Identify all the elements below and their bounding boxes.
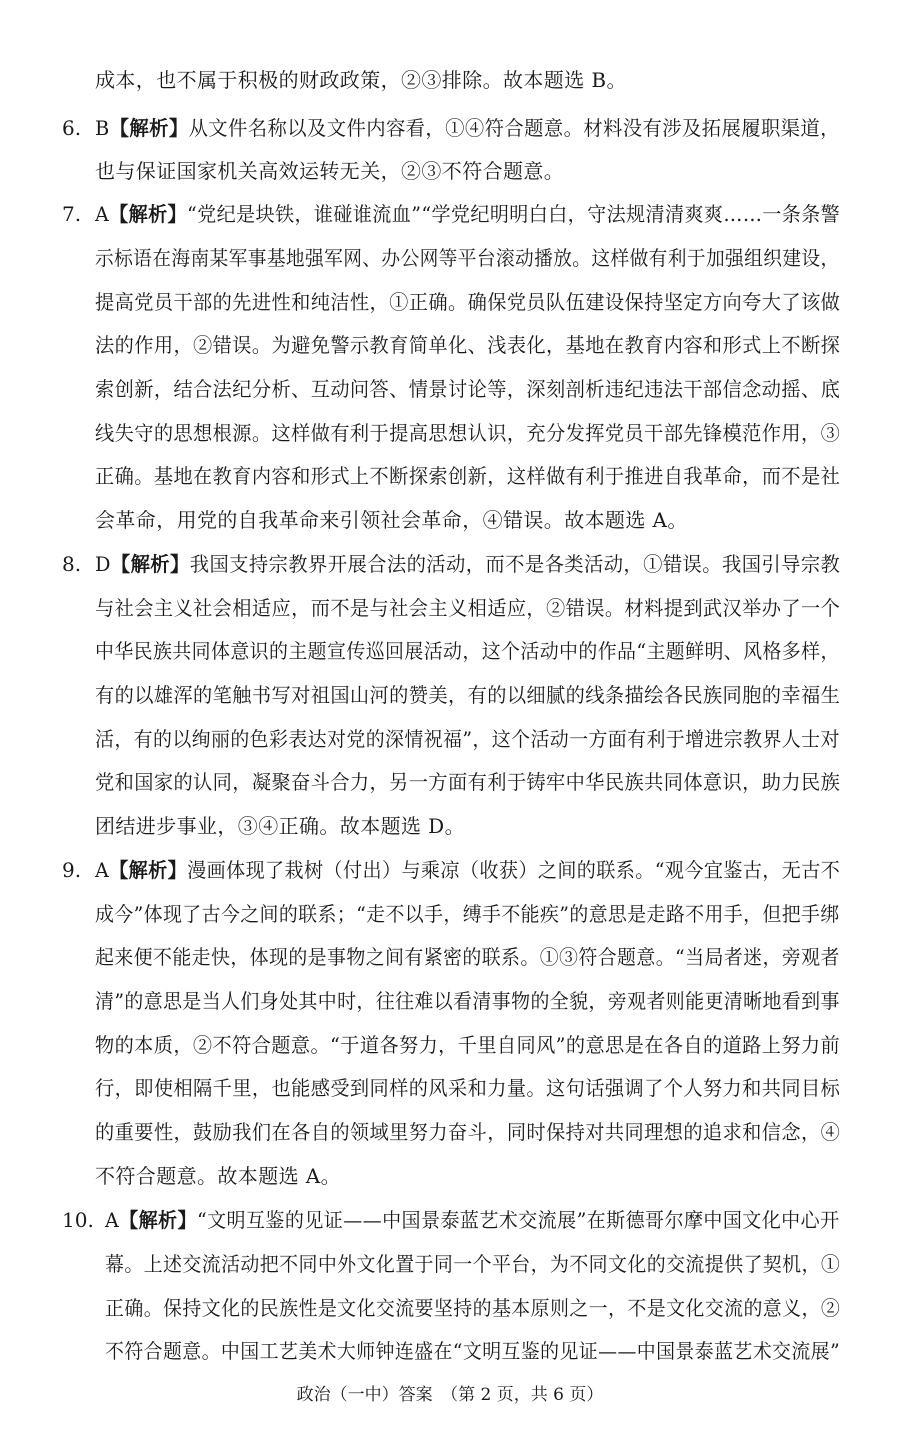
analysis-line: 有的以雄浑的笔触书写对祖国山河的赞美，有的以细腻的线条描绘各民族同胞的幸福生 — [95, 683, 841, 707]
question-first-line — [95, 201, 840, 227]
analysis-line: 党和国家的认同，凝聚奋斗合力，另一方面有利于铸牢中华民族共同体意识，助力民族 — [95, 770, 841, 794]
question-first-line — [105, 1207, 840, 1233]
analysis-line: 不符合题意。故本题选 A。 — [95, 1164, 342, 1188]
answer-letter: D — [95, 552, 111, 576]
analysis-line: 索创新，结合法纪分析、互动问答、情景讨论等，深刻剖析违纪违法干部信念动摇、底 — [95, 377, 841, 401]
analysis-line: 的重要性，鼓励我们在各自的领域里努力奋斗，同时保持对共同理想的追求和信念，④ — [95, 1120, 841, 1144]
question-number: 6. — [62, 116, 82, 140]
analysis-line: 行，即使相隔千里，也能感受到同样的风采和力量。这句话强调了个人努力和共同目标 — [95, 1076, 841, 1100]
question-first-line — [95, 115, 840, 141]
page-footer: 政治（一中）答案 （第 2 页，共 6 页） — [296, 1385, 604, 1405]
question-number: 10. — [62, 1208, 94, 1232]
analysis-tag: 【解析】 — [109, 202, 188, 226]
intro-line: 成本，也不属于积极的财政政策，②③排除。故本题选 B。 — [95, 68, 627, 92]
answer-letter: B — [95, 116, 110, 140]
analysis-line: 物的本质，②不符合题意。“于道各努力，千里自同风”的意思是在各自的道路上努力前 — [95, 1033, 841, 1057]
analysis-line: 中华民族共同体意识的主题宣传巡回展活动，这个活动中的作品“主题鲜明、风格多样， — [95, 639, 840, 663]
analysis-text: “文明互鉴的见证——中国景泰蓝艺术交流展”在斯德哥尔摩中国文化中心开 — [196, 1208, 840, 1232]
analysis-tag: 【解析】 — [109, 858, 188, 882]
analysis-line: 示标语在海南某军事基地强军网、办公网等平台滚动播放。这样做有利于加强组织建设， — [95, 246, 840, 270]
question-number: 7. — [62, 202, 82, 226]
analysis-line: 提高党员干部的先进性和纯洁性，①正确。确保党员队伍建设保持坚定方向夸大了该做 — [95, 290, 841, 314]
analysis-text: 从文件名称以及文件内容看，①④符合题意。材料没有涉及拓展履职渠道， — [188, 116, 840, 140]
analysis-text: “党纪是块铁，谁碰谁流血”“学党纪明明白白，守法规清清爽爽……一条条警 — [187, 202, 841, 226]
analysis-tag: 【解析】 — [119, 1208, 197, 1232]
analysis-line: 正确。保持文化的民族性是文化交流要坚持的基本原则之一，不是文化交流的意义，② — [105, 1296, 841, 1320]
analysis-line: 不符合题意。中国工艺美术大师钟连盛在“文明互鉴的见证——中国景泰蓝艺术交流展” — [105, 1339, 841, 1363]
analysis-tag: 【解析】 — [110, 552, 190, 576]
question-number: 9. — [62, 858, 82, 882]
analysis-text: 漫画体现了栽树（付出）与乘凉（收获）之间的联系。“观今宜鉴古，无古不 — [187, 858, 841, 882]
analysis-line: 与社会主义社会相适应，而不是与社会主义相适应，②错误。材料提到武汉举办了一个 — [95, 596, 841, 620]
analysis-line: 线失守的思想根源。这样做有利于提高思想认识，充分发挥党员干部先锋模范作用，③ — [95, 421, 841, 445]
analysis-line: 正确。基地在教育内容和形式上不断探索创新，这样做有利于推进自我革命，而不是社 — [95, 464, 841, 488]
analysis-line: 活，有的以绚丽的色彩表达对党的深情祝福”，这个活动一方面有利于增进宗教界人士对 — [95, 727, 840, 751]
analysis-tag: 【解析】 — [109, 116, 189, 140]
analysis-line: 会革命，用党的自我革命来引领社会革命，④错误。故本题选 A。 — [95, 508, 688, 532]
answer-letter: A — [95, 202, 110, 226]
analysis-line: 也与保证国家机关高效运转无关，②③不符合题意。 — [95, 159, 565, 183]
question-first-line — [95, 551, 840, 577]
answer-letter: A — [95, 858, 110, 882]
answer-letter: A — [105, 1208, 120, 1232]
analysis-line: 团结进步事业，③④正确。故本题选 D。 — [95, 814, 465, 838]
analysis-line: 法的作用，②错误。为避免警示教育简单化、浅表化，基地在教育内容和形式上不断探 — [95, 333, 841, 357]
analysis-line: 起来便不能走快，体现的是事物之间有紧密的联系。①③符合题意。“当局者迷，旁观者 — [95, 945, 840, 969]
question-first-line — [95, 857, 840, 883]
analysis-text: 我国支持宗教界开展合法的活动，而不是各类活动，①错误。我国引导宗教 — [189, 552, 841, 576]
analysis-line: 幕。上述交流活动把不同中外文化置于同一个平台，为不同文化的交流提供了契机，① — [105, 1252, 841, 1276]
analysis-line: 成今”体现了古今之间的联系；“走不以手，缚手不能疾”的意思是走路不用手，但把手绑 — [95, 902, 840, 926]
analysis-line: 清”的意思是当人们身处其中时，往往难以看清事物的全貌，旁观者则能更清晰地看到事 — [95, 989, 840, 1013]
question-number: 8. — [62, 552, 82, 576]
